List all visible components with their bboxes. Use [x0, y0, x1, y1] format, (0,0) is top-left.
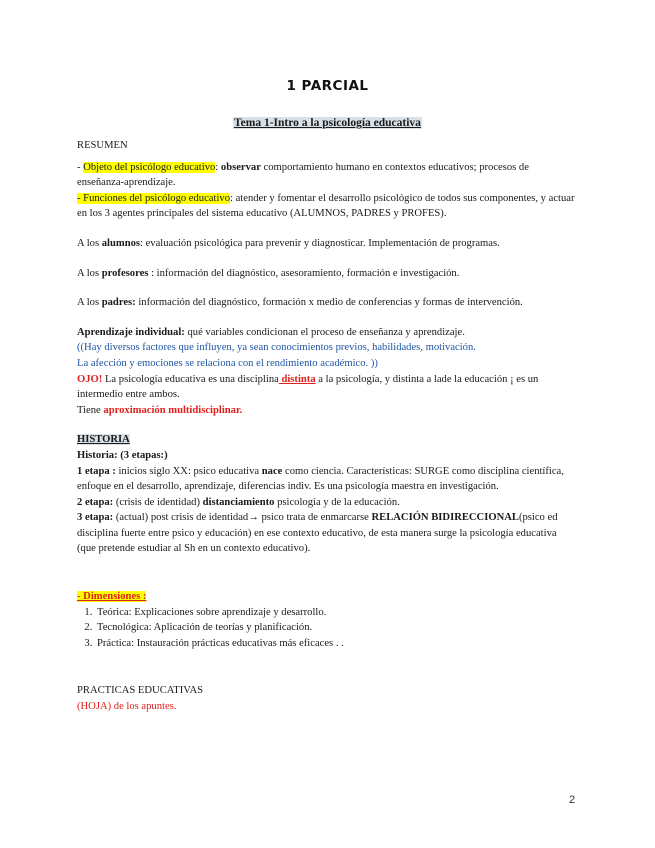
- padres-bold: padres:: [101, 297, 136, 309]
- ojo-paragraph: [77, 372, 577, 403]
- dimensiones-list: [77, 605, 577, 652]
- funciones-rest: : atender y fomentar el desarrollo psicológico de todos sus componentes, y actuar en los 3 agentes principales del sistema educativo (ALUMNOS, PADRES y PROFES).: [77, 192, 575, 220]
- etapa2-bold: distanciamiento: [202, 496, 275, 508]
- etapa2-text1: (crisis de identidad): [113, 496, 203, 508]
- tiene-red: aproximación multidisciplinar.: [103, 404, 243, 416]
- funciones-paragraph: [77, 191, 577, 222]
- practicas-heading: PRACTICAS EDUCATIVAS: [77, 685, 204, 697]
- etapa3-bold: RELACIÓN BIDIRECCIONAL: [371, 512, 519, 524]
- etapa2-paragraph: [77, 495, 577, 511]
- etapa3-text1: (actual) post crisis de identidad→ psico trata de enmarcarse: [113, 512, 372, 524]
- ojo-distinta: distinta: [278, 373, 316, 385]
- aprendizaje-bold: Aprendizaje individual:: [77, 326, 185, 338]
- alumnos-paragraph: [77, 236, 577, 252]
- alumnos-bold: alumnos: [101, 237, 141, 249]
- list-item: 1. Teórica: Explicaciones sobre aprendizaje y desarrollo.: [95, 605, 577, 621]
- etapa1-label: 1 etapa :: [77, 465, 116, 477]
- dimensiones-heading-text: - Dimensiones :: [77, 591, 147, 603]
- profesores-paragraph: [77, 266, 577, 282]
- etapa1-paragraph: [77, 464, 577, 495]
- ojo-text1: La psicología educativa es una disciplina: [102, 373, 279, 385]
- alumnos-pre: A los: [77, 237, 102, 249]
- objeto-bold: observar: [220, 161, 261, 173]
- etapa3-label: 3 etapa:: [77, 512, 114, 524]
- aprendizaje-note-line1: ((Hay diversos factores que influyen, ya sean conocimientos previos, habilidades, motivación.: [77, 342, 476, 354]
- padres-paragraph: [77, 295, 577, 311]
- profesores-pre: A los: [77, 267, 102, 279]
- list-item: 2. Tecnológica: Aplicación de teorías y planificación.: [95, 620, 577, 636]
- objeto-rest: comportamiento humano en contextos educativos; procesos de enseñanza-aprendizaje.: [77, 161, 529, 189]
- historia-subheading: Historia: (3 etapas:): [77, 449, 168, 461]
- objeto-lead: -: [77, 161, 84, 173]
- padres-pre: A los: [77, 297, 102, 309]
- padres-rest: información del diagnóstico, formación x medio de conferencias y formas de intervención.: [135, 297, 523, 309]
- page-number: 2: [569, 794, 576, 806]
- tiene-paragraph: [77, 403, 577, 419]
- etapa2-text2: psicología y de la educación.: [274, 496, 400, 508]
- etapa1-bold: nace: [261, 465, 283, 477]
- etapa1-text1: inicios siglo XX: psico educativa: [115, 465, 262, 477]
- historia-heading-text: HISTORIA: [77, 434, 130, 446]
- funciones-highlight: - Funciones del psicólogo educativo: [77, 192, 230, 204]
- historia-heading: [77, 432, 577, 448]
- etapa2-label: 2 etapa:: [77, 496, 114, 508]
- dimensiones-heading: [77, 589, 577, 605]
- aprendizaje-note-line2: La afección y emociones se relaciona con el rendimiento académico. )): [77, 357, 378, 369]
- document-body: [77, 138, 577, 715]
- profesores-bold: profesores: [101, 267, 149, 279]
- topic-heading: [0, 117, 655, 129]
- tiene-pre: Tiene: [77, 404, 104, 416]
- objeto-paragraph: [77, 160, 577, 191]
- page-title: 1 PARCIAL: [286, 78, 369, 94]
- ojo-label: OJO!: [77, 373, 103, 385]
- profesores-rest: : información del diagnóstico, asesoramiento, formación e investigación.: [148, 267, 460, 279]
- resumen-heading: RESUMEN: [77, 140, 128, 151]
- alumnos-rest: : evaluación psicológica para prevenir y diagnosticar. Implementación de programas.: [140, 237, 500, 249]
- aprendizaje-paragraph: [77, 325, 577, 341]
- aprendizaje-rest: qué variables condicionan el proceso de enseñanza y aprendizaje.: [184, 326, 465, 338]
- list-item: 3. Práctica: Instauración prácticas educativas más eficaces . .: [95, 636, 577, 652]
- practicas-note: (HOJA) de los apuntes.: [77, 701, 177, 713]
- etapa3-paragraph: [77, 510, 577, 557]
- topic-heading-text: Tema 1-Intro a la psicología educativa: [234, 117, 421, 129]
- etapa1-text2: como ciencia. Características: SURGE como disciplina científica, enfoque en el desarrollo, aprendizaje, diferencias indiv. Es una psicología maestra en investigación.: [77, 465, 564, 493]
- objeto-highlight: Objeto del psicólogo educativo: [83, 161, 216, 173]
- objeto-colon: :: [215, 161, 221, 173]
- etapa3-text2: (psico ed disciplina fuerte entre psico y educación) en ese contexto educativo, de esta manera surge la psicología educativa (que pretende estudiar al Sh en un contexto educativo).: [77, 512, 558, 555]
- ojo-text2: a la psicología, y distinta a lade la educación ¡ es un intermedio entre ambos.: [77, 373, 539, 401]
